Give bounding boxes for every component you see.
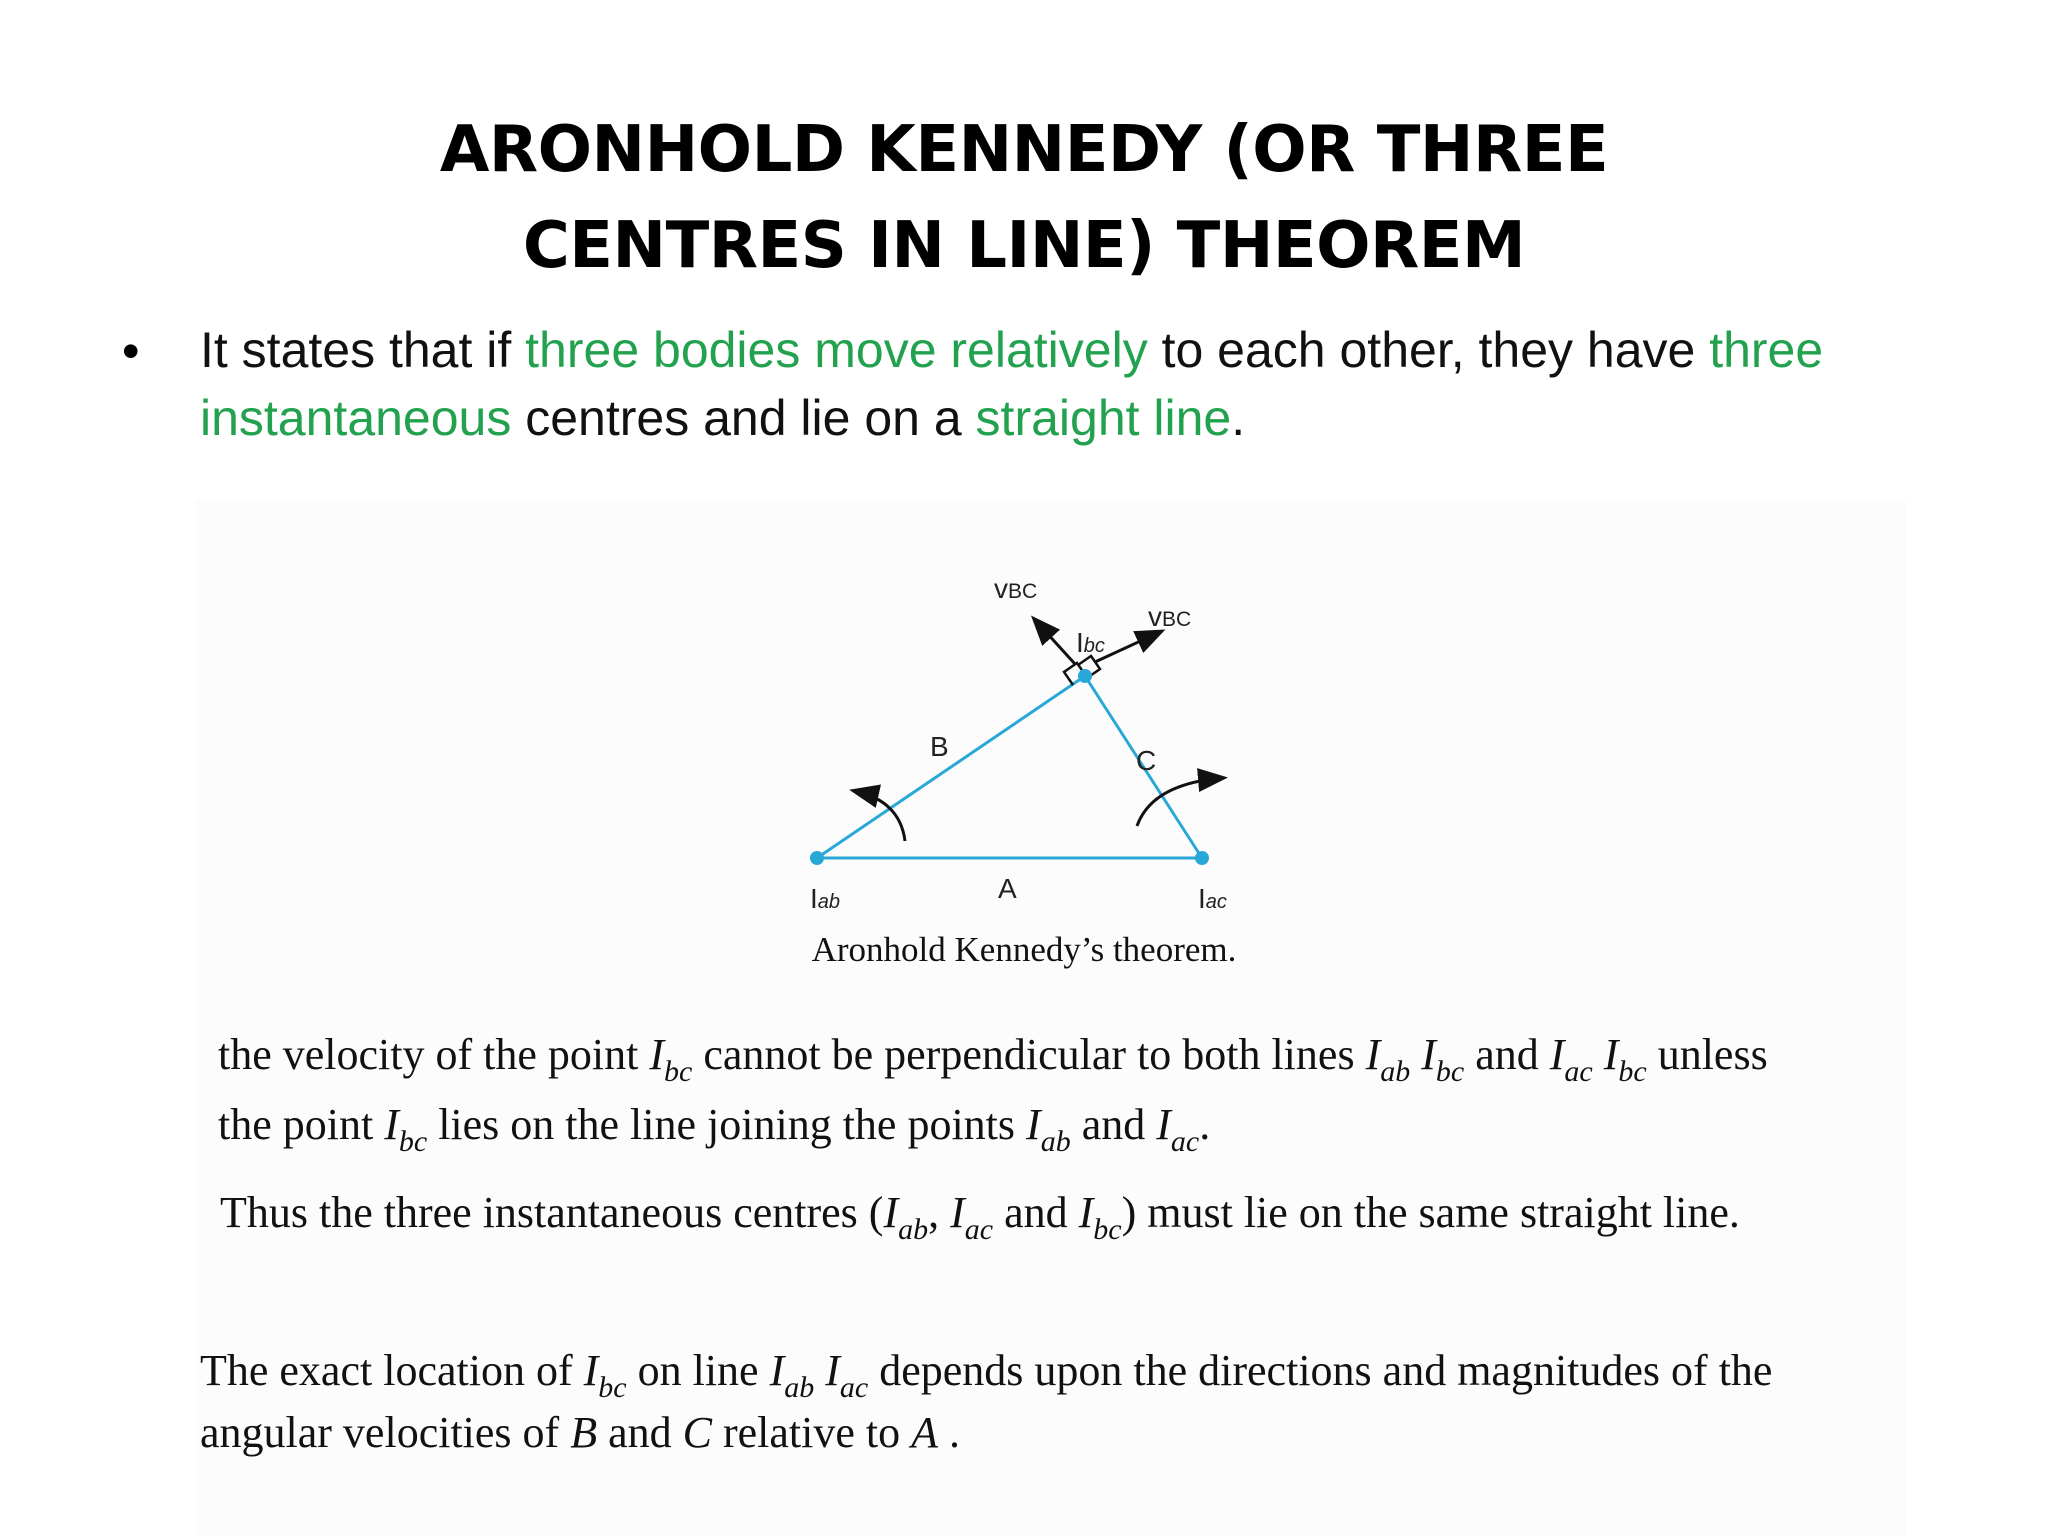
label-iab: Iab xyxy=(810,883,841,914)
location-line-1: The exact location of $I_{bc}$ on line $I_{ab}$ $I_{ac}$ depends upon the directions and magnitudes of the xyxy=(200,1346,1773,1404)
kennedy-theorem-diagram xyxy=(760,556,1280,926)
velocity-line-2: the point $I_{bc}$ lies on the line joining the points $I_{ab}$ and $I_{ac}$. xyxy=(218,1100,1211,1158)
highlight-three-instantaneous: three instantaneous xyxy=(200,322,1824,446)
rotation-arrow-c xyxy=(1137,778,1222,826)
velocity-arrow-left xyxy=(1035,620,1075,664)
statement-text-1: It states that if xyxy=(200,322,526,378)
title-line-1: ARONHOLD KENNEDY (OR THREE xyxy=(439,113,1609,187)
slide-title xyxy=(0,102,2048,294)
statement-text-4: . xyxy=(1231,390,1246,446)
label-a: A xyxy=(998,873,1017,904)
label-b: B xyxy=(930,731,949,762)
location-paragraph xyxy=(200,1340,1772,1464)
location-line-2: angular velocities of B and C relative to A . xyxy=(200,1408,961,1457)
centre-ibc xyxy=(1078,669,1092,683)
label-vbc-right: vBC xyxy=(1148,601,1192,632)
label-iac: Iac xyxy=(1198,883,1227,914)
velocity-line-1: the velocity of the point $I_{bc}$ cannot be perpendicular to both lines $I_{ab}$ $I_{bc}$ and $I_{ac}$ $I_{bc}$ unless xyxy=(218,1030,1768,1088)
title-line-2: CENTRES IN LINE) THEOREM xyxy=(522,209,1526,283)
statement-text-3: centres and lie on a xyxy=(511,390,976,446)
statement-text-2: to each other, they have xyxy=(1147,322,1710,378)
velocity-paragraph xyxy=(218,1020,1768,1160)
centre-iab xyxy=(810,851,824,865)
label-c: C xyxy=(1136,745,1157,776)
centre-iac xyxy=(1195,851,1209,865)
label-ibc: Ibc xyxy=(1076,627,1105,658)
link-b xyxy=(817,676,1085,858)
label-vbc-left: vBC xyxy=(994,573,1038,604)
figure-caption: Aronhold Kennedy’s theorem. xyxy=(811,930,1237,969)
theorem-statement xyxy=(200,316,1960,452)
highlight-straight-line: straight line xyxy=(975,390,1232,446)
bullet-marker: • xyxy=(122,323,140,379)
conclusion-line: Thus the three instantaneous centres ($I_{ab}$, $I_{ac}$ and $I_{bc}$) must lie on the same straight line. xyxy=(220,1188,1740,1246)
highlight-three-bodies: three bodies move relatively xyxy=(525,322,1148,378)
